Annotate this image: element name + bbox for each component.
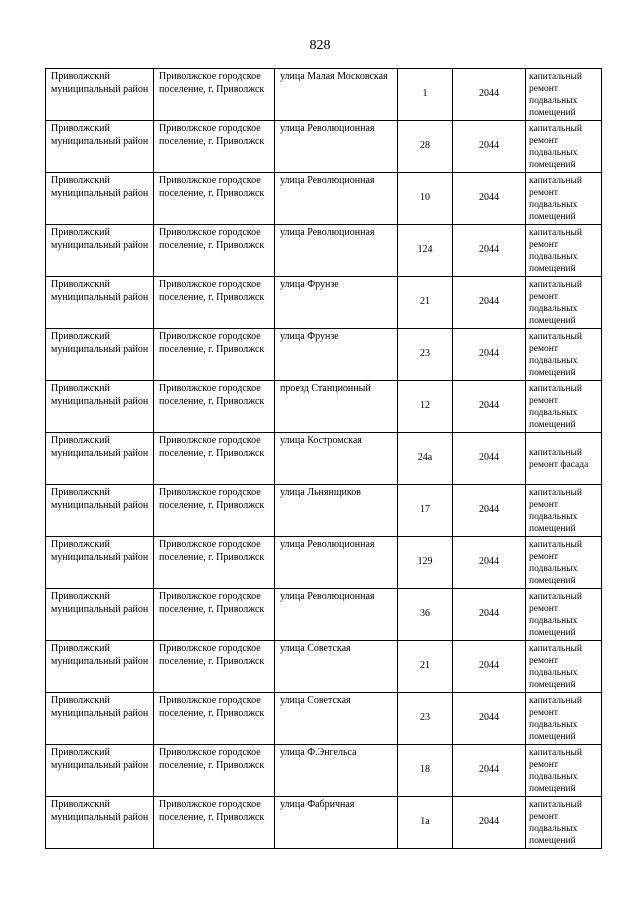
table-row bbox=[46, 277, 602, 329]
house-number-cell: 23 bbox=[398, 329, 453, 381]
year-cell: 2044 bbox=[453, 797, 526, 849]
table-row bbox=[46, 485, 602, 537]
district-cell: Приволжский муниципальный район bbox=[46, 537, 154, 589]
street-cell: улица Революционная bbox=[275, 121, 398, 173]
year-cell: 2044 bbox=[453, 433, 526, 485]
work-type-cell: капитальный ремонт подвальных помещений bbox=[526, 537, 602, 589]
district-cell: Приволжский муниципальный район bbox=[46, 277, 154, 329]
settlement-cell: Приволжское городское поселение, г. Приволжск bbox=[154, 485, 275, 537]
table-row bbox=[46, 797, 602, 849]
settlement-cell: Приволжское городское поселение, г. Приволжск bbox=[154, 745, 275, 797]
house-number-cell: 124 bbox=[398, 225, 453, 277]
district-cell: Приволжский муниципальный район bbox=[46, 121, 154, 173]
settlement-cell: Приволжское городское поселение, г. Приволжск bbox=[154, 277, 275, 329]
street-cell: улица Костромская bbox=[275, 433, 398, 485]
page-number: 828 bbox=[309, 38, 331, 53]
district-cell: Приволжский муниципальный район bbox=[46, 433, 154, 485]
house-number-cell: 24а bbox=[398, 433, 453, 485]
street-cell: улица Малая Московская bbox=[275, 69, 398, 121]
street-cell: улица Фрунзе bbox=[275, 329, 398, 381]
district-cell: Приволжский муниципальный район bbox=[46, 693, 154, 745]
year-cell: 2044 bbox=[453, 329, 526, 381]
street-cell: улица Льнянщиков bbox=[275, 485, 398, 537]
table-row bbox=[46, 225, 602, 277]
house-number-cell: 10 bbox=[398, 173, 453, 225]
year-cell: 2044 bbox=[453, 121, 526, 173]
work-type-cell: капитальный ремонт фасада bbox=[526, 433, 602, 485]
table-row bbox=[46, 745, 602, 797]
year-cell: 2044 bbox=[453, 537, 526, 589]
year-cell: 2044 bbox=[453, 225, 526, 277]
house-number-cell: 17 bbox=[398, 485, 453, 537]
settlement-cell: Приволжское городское поселение, г. Приволжск bbox=[154, 329, 275, 381]
street-cell: улица Революционная bbox=[275, 537, 398, 589]
work-type-cell: капитальный ремонт подвальных помещений bbox=[526, 329, 602, 381]
district-cell: Приволжский муниципальный район bbox=[46, 329, 154, 381]
district-cell: Приволжский муниципальный район bbox=[46, 485, 154, 537]
settlement-cell: Приволжское городское поселение, г. Приволжск bbox=[154, 225, 275, 277]
street-cell: улица Фрунзе bbox=[275, 277, 398, 329]
year-cell: 2044 bbox=[453, 745, 526, 797]
settlement-cell: Приволжское городское поселение, г. Приволжск bbox=[154, 589, 275, 641]
year-cell: 2044 bbox=[453, 485, 526, 537]
street-cell: улица Ф.Энгельса bbox=[275, 745, 398, 797]
settlement-cell: Приволжское городское поселение, г. Приволжск bbox=[154, 641, 275, 693]
table-row bbox=[46, 121, 602, 173]
year-cell: 2044 bbox=[453, 173, 526, 225]
table-row bbox=[46, 589, 602, 641]
work-type-cell: капитальный ремонт подвальных помещений bbox=[526, 797, 602, 849]
settlement-cell: Приволжское городское поселение, г. Приволжск bbox=[154, 693, 275, 745]
work-type-cell: капитальный ремонт подвальных помещений bbox=[526, 225, 602, 277]
year-cell: 2044 bbox=[453, 641, 526, 693]
work-type-cell: капитальный ремонт подвальных помещений bbox=[526, 641, 602, 693]
settlement-cell: Приволжское городское поселение, г. Приволжск bbox=[154, 173, 275, 225]
district-cell: Приволжский муниципальный район bbox=[46, 745, 154, 797]
work-type-cell: капитальный ремонт подвальных помещений bbox=[526, 693, 602, 745]
table-row bbox=[46, 433, 602, 485]
street-cell: улица Революционная bbox=[275, 589, 398, 641]
settlement-cell: Приволжское городское поселение, г. Приволжск bbox=[154, 121, 275, 173]
house-number-cell: 1а bbox=[398, 797, 453, 849]
house-number-cell: 1 bbox=[398, 69, 453, 121]
table-row bbox=[46, 329, 602, 381]
district-cell: Приволжский муниципальный район bbox=[46, 641, 154, 693]
work-type-cell: капитальный ремонт подвальных помещений bbox=[526, 745, 602, 797]
district-cell: Приволжский муниципальный район bbox=[46, 797, 154, 849]
district-cell: Приволжский муниципальный район bbox=[46, 381, 154, 433]
year-cell: 2044 bbox=[453, 589, 526, 641]
settlement-cell: Приволжское городское поселение, г. Приволжск bbox=[154, 797, 275, 849]
street-cell: проезд Станционный bbox=[275, 381, 398, 433]
work-type-cell: капитальный ремонт подвальных помещений bbox=[526, 381, 602, 433]
house-number-cell: 129 bbox=[398, 537, 453, 589]
work-type-cell: капитальный ремонт подвальных помещений bbox=[526, 121, 602, 173]
settlement-cell: Приволжское городское поселение, г. Приволжск bbox=[154, 537, 275, 589]
house-number-cell: 18 bbox=[398, 745, 453, 797]
district-cell: Приволжский муниципальный район bbox=[46, 225, 154, 277]
table-row bbox=[46, 381, 602, 433]
house-number-cell: 23 bbox=[398, 693, 453, 745]
house-number-cell: 21 bbox=[398, 641, 453, 693]
district-cell: Приволжский муниципальный район bbox=[46, 69, 154, 121]
street-cell: улица Революционная bbox=[275, 173, 398, 225]
year-cell: 2044 bbox=[453, 693, 526, 745]
street-cell: улица Советская bbox=[275, 641, 398, 693]
district-cell: Приволжский муниципальный район bbox=[46, 173, 154, 225]
work-type-cell: капитальный ремонт подвальных помещений bbox=[526, 485, 602, 537]
housing-repair-table bbox=[45, 68, 602, 849]
table-row bbox=[46, 641, 602, 693]
table-row bbox=[46, 693, 602, 745]
work-type-cell: капитальный ремонт подвальных помещений bbox=[526, 589, 602, 641]
settlement-cell: Приволжское городское поселение, г. Приволжск bbox=[154, 381, 275, 433]
table-row bbox=[46, 173, 602, 225]
street-cell: улица Революционная bbox=[275, 225, 398, 277]
work-type-cell: капитальный ремонт подвальных помещений bbox=[526, 69, 602, 121]
street-cell: улица Советская bbox=[275, 693, 398, 745]
table-row bbox=[46, 537, 602, 589]
house-number-cell: 21 bbox=[398, 277, 453, 329]
street-cell: улица Фабричная bbox=[275, 797, 398, 849]
house-number-cell: 28 bbox=[398, 121, 453, 173]
district-cell: Приволжский муниципальный район bbox=[46, 589, 154, 641]
year-cell: 2044 bbox=[453, 277, 526, 329]
year-cell: 2044 bbox=[453, 381, 526, 433]
year-cell: 2044 bbox=[453, 69, 526, 121]
table-row bbox=[46, 69, 602, 121]
settlement-cell: Приволжское городское поселение, г. Приволжск bbox=[154, 69, 275, 121]
table-body bbox=[46, 69, 602, 849]
house-number-cell: 12 bbox=[398, 381, 453, 433]
work-type-cell: капитальный ремонт подвальных помещений bbox=[526, 277, 602, 329]
house-number-cell: 36 bbox=[398, 589, 453, 641]
settlement-cell: Приволжское городское поселение, г. Приволжск bbox=[154, 433, 275, 485]
work-type-cell: капитальный ремонт подвальных помещений bbox=[526, 173, 602, 225]
